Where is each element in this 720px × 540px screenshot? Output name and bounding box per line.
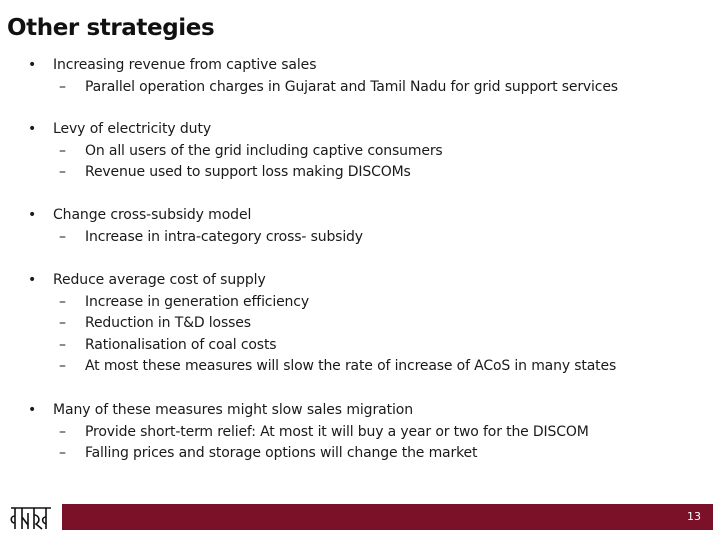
bullet-dot-icon: • <box>28 57 37 73</box>
sub-bullet-dash-icon: – <box>59 142 66 159</box>
sub-bullet-item <box>0 422 720 444</box>
sub-bullet-dash-icon: – <box>59 315 66 331</box>
page-number: 13 <box>687 510 701 523</box>
sub-bullet-item <box>0 77 720 99</box>
bullet-dot-icon: • <box>28 207 37 223</box>
sub-bullet-dash-icon: – <box>59 228 66 245</box>
sub-bullet-item <box>0 141 720 163</box>
sub-bullet-item <box>0 227 720 249</box>
bullet-text: Reduce average cost of supply <box>53 272 266 288</box>
sub-bullet-dash-icon: – <box>59 445 66 461</box>
sub-bullet-item <box>0 443 720 465</box>
bullet-text: Increasing revenue from captive sales <box>53 57 317 73</box>
sub-bullet-item <box>0 162 720 184</box>
sub-bullet-text: Revenue used to support loss making DISCOMs <box>85 164 411 180</box>
sub-bullet-item <box>0 292 720 314</box>
sub-bullet-text: Increase in generation efficiency <box>85 293 309 310</box>
bullet-dot-icon: • <box>28 121 37 137</box>
footer-bar <box>62 504 713 530</box>
sub-bullet-item <box>0 313 720 335</box>
sub-bullet-text: Falling prices and storage options will change the market <box>85 445 478 461</box>
bullet-text: Levy of electricity duty <box>53 121 212 137</box>
bullet-text: Many of these measures might slow sales migration <box>53 402 414 418</box>
bullet-dot-icon: • <box>28 402 37 418</box>
sub-bullet-dash-icon: – <box>59 336 66 353</box>
sub-bullet-text: Parallel operation charges in Gujarat and Tamil Nadu for grid support services <box>85 78 618 95</box>
sub-bullet-dash-icon: – <box>59 423 66 440</box>
bullet-text: Change cross-subsidy model <box>53 207 252 223</box>
sub-bullet-item <box>0 335 720 357</box>
sub-bullet-dash-icon: – <box>59 164 66 180</box>
sub-bullet-text: Rationalisation of coal costs <box>85 336 277 353</box>
sub-bullet-text: Increase in intra-category cross- subsidy <box>85 228 363 245</box>
bullet-dot-icon: • <box>28 272 37 288</box>
prayas-logo-icon <box>8 503 54 531</box>
sub-bullet-text: Provide short-term relief: At most it will buy a year or two for the DISCOM <box>85 423 589 440</box>
sub-bullet-item <box>0 356 720 378</box>
slide-title: Other strategies <box>7 15 215 41</box>
sub-bullet-dash-icon: – <box>59 358 66 374</box>
sub-bullet-text: Reduction in T&D losses <box>85 315 251 331</box>
sub-bullet-dash-icon: – <box>59 78 66 95</box>
sub-bullet-text: At most these measures will slow the rate of increase of ACoS in many states <box>85 358 617 374</box>
sub-bullet-text: On all users of the grid including captive consumers <box>85 142 443 159</box>
sub-bullet-dash-icon: – <box>59 293 66 310</box>
